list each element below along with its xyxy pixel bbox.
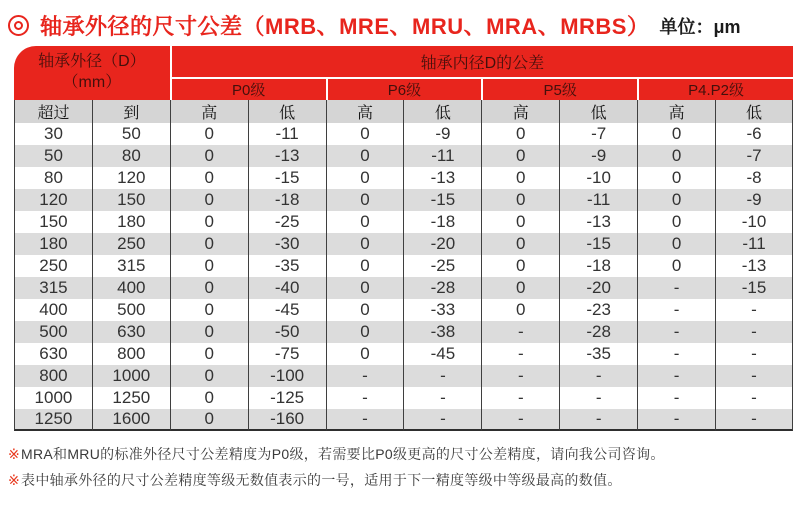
table-cell: - [637,299,715,321]
table-cell: 0 [170,233,248,255]
table-cell: -35 [248,255,326,277]
table-cell: 1250 [14,409,92,431]
footnote-text: MRA和MRU的标准外径尺寸公差精度为P0级，若需要比P0级更高的尺寸公差精度，请向我公司咨询。 [21,446,665,462]
table-cell: - [715,299,793,321]
table-cell: -25 [248,211,326,233]
table-cell: 80 [14,167,92,189]
table-cell: -15 [248,167,326,189]
table-cell: -15 [403,189,481,211]
table-cell: -6 [715,123,793,145]
table-cell: -38 [403,321,481,343]
table-cell: - [326,387,404,409]
unit-label: 单位：μm [659,16,741,37]
table-cell: 0 [326,255,404,277]
table-cell: -40 [248,277,326,299]
subheader-high: 高 [481,100,559,123]
grade-header-p6: P6级 [326,77,482,100]
table-cell: 180 [14,233,92,255]
table-cell: -7 [559,123,637,145]
table-cell: 0 [481,277,559,299]
footnote-text: 表中轴承外径的尺寸公差精度等级无数值表示的一号，适用于下一精度等级中等级最高的数值。 [21,472,622,488]
table-cell: 0 [481,299,559,321]
table-cell: -13 [715,255,793,277]
table-cell: 315 [14,277,92,299]
subheader-high: 高 [326,100,404,123]
table-cell: 400 [92,277,170,299]
table-row [14,255,793,277]
table-cell: -11 [715,233,793,255]
table-cell: - [637,343,715,365]
table-cell: -8 [715,167,793,189]
table-row [14,365,793,387]
table-cell: - [715,409,793,431]
table-row [14,321,793,343]
table-cell: -10 [559,167,637,189]
table-cell: 500 [92,299,170,321]
table-row [14,299,793,321]
tolerance-header: 轴承内径D的公差 [170,46,793,77]
table-cell: 180 [92,211,170,233]
table-cell: - [403,365,481,387]
table-cell: 0 [170,167,248,189]
subheader-high: 高 [170,100,248,123]
table-cell: -45 [403,343,481,365]
table-cell: 250 [14,255,92,277]
table-cell: - [637,409,715,431]
table-body [14,123,793,431]
table-cell: - [637,387,715,409]
table-cell: 0 [481,255,559,277]
table-cell: - [559,365,637,387]
table-row [14,211,793,233]
table-cell: -15 [559,233,637,255]
subheader-to: 到 [92,100,170,123]
table-cell: 400 [14,299,92,321]
table-cell: -50 [248,321,326,343]
table-cell: - [559,409,637,431]
table-header [14,46,793,123]
table-cell: -11 [559,189,637,211]
table-cell: -28 [559,321,637,343]
footnotes [8,441,800,493]
table-cell: -18 [403,211,481,233]
table-cell: 80 [92,145,170,167]
table-cell: - [481,365,559,387]
table-cell: -125 [248,387,326,409]
table-cell: - [481,409,559,431]
table-cell: 630 [92,321,170,343]
table-cell: 0 [326,167,404,189]
table-cell: - [715,343,793,365]
table-cell: 0 [170,321,248,343]
table-row [14,145,793,167]
table-cell: - [637,277,715,299]
grade-header-p0: P0级 [170,77,326,100]
table-cell: - [715,321,793,343]
table-cell: -15 [715,277,793,299]
outer-diameter-header [14,46,170,100]
table-cell: 630 [14,343,92,365]
table-cell: 30 [14,123,92,145]
bullseye-icon [8,15,29,36]
table-cell: 0 [170,387,248,409]
table-cell: - [481,387,559,409]
tolerance-table [14,46,793,431]
table-cell: 0 [170,123,248,145]
table-cell: -28 [403,277,481,299]
table-cell: -25 [403,255,481,277]
table-cell: 1250 [92,387,170,409]
table-cell: - [559,387,637,409]
table-cell: -13 [248,145,326,167]
table-cell: 0 [637,123,715,145]
table-cell: 1000 [92,365,170,387]
table-cell: -23 [559,299,637,321]
table-cell: 120 [92,167,170,189]
table-cell: -35 [559,343,637,365]
table-cell: 0 [481,211,559,233]
table-cell: 500 [14,321,92,343]
table-cell: 250 [92,233,170,255]
table-cell: - [403,409,481,431]
table-cell: 0 [170,365,248,387]
table-row [14,189,793,211]
table-cell: 0 [326,211,404,233]
table-cell: 50 [14,145,92,167]
table-cell: -18 [248,189,326,211]
table-cell: - [637,365,715,387]
table-cell: 0 [170,211,248,233]
table-cell: 0 [481,145,559,167]
table-cell: - [326,365,404,387]
table-cell: -11 [248,123,326,145]
table-cell: -10 [715,211,793,233]
table-cell: 150 [92,189,170,211]
table-cell: -9 [403,123,481,145]
table-cell: -9 [715,189,793,211]
table-cell: 0 [481,167,559,189]
table-cell: - [326,409,404,431]
table-cell: 1000 [14,387,92,409]
footnote-marker-icon: ※ [8,472,21,488]
table-cell: - [403,387,481,409]
footnote-marker-icon: ※ [8,446,21,462]
table-cell: 0 [637,211,715,233]
table-cell: 0 [170,189,248,211]
table-cell: 0 [481,233,559,255]
table-cell: 0 [481,123,559,145]
table-cell: -75 [248,343,326,365]
subheader-low: 低 [715,100,793,123]
table-cell: -11 [403,145,481,167]
table-cell: 0 [326,123,404,145]
table-cell: 800 [14,365,92,387]
table-cell: -160 [248,409,326,431]
header-row-sub [14,100,793,123]
table-cell: 0 [637,189,715,211]
table-cell: -100 [248,365,326,387]
table-cell: 150 [14,211,92,233]
header-row-top [14,46,793,77]
table-cell: -20 [403,233,481,255]
grade-header-p4p2: P4.P2级 [637,77,793,100]
subheader-low: 低 [248,100,326,123]
table-cell: -13 [559,211,637,233]
subheader-high: 高 [637,100,715,123]
table-cell: 0 [481,189,559,211]
table-cell: -9 [559,145,637,167]
table-cell: -33 [403,299,481,321]
bullseye-icon-inner [14,21,23,30]
page-header [0,0,800,40]
table-cell: 0 [170,145,248,167]
table-row [14,387,793,409]
table-cell: -18 [559,255,637,277]
subheader-over: 超过 [14,100,92,123]
outer-diameter-header-line2: （mm） [62,74,122,91]
table-cell: 0 [170,409,248,431]
table-cell: 0 [326,321,404,343]
table-cell: -7 [715,145,793,167]
table-cell: 0 [326,343,404,365]
table-cell: 0 [326,233,404,255]
table-cell: -45 [248,299,326,321]
outer-diameter-header-line1: 轴承外径（D） [38,53,146,71]
footnote-2 [8,467,800,493]
table-cell: 0 [637,167,715,189]
table-cell: - [481,343,559,365]
table-cell: - [481,321,559,343]
table-cell: 0 [170,277,248,299]
table-cell: 315 [92,255,170,277]
page-title: 轴承外径的尺寸公差（MRB、MRE、MRU、MRA、MRBS） [40,14,650,39]
table-cell: 0 [170,255,248,277]
table-row [14,233,793,255]
table-cell: 0 [170,299,248,321]
table-cell: 1600 [92,409,170,431]
table-row [14,167,793,189]
subheader-low: 低 [403,100,481,123]
table-cell: 0 [170,343,248,365]
table-cell: - [715,387,793,409]
table-cell: -30 [248,233,326,255]
table-row [14,277,793,299]
table-row [14,123,793,145]
footnote-1 [8,441,800,467]
table-cell: 0 [326,277,404,299]
table-cell: 0 [637,145,715,167]
table-cell: 50 [92,123,170,145]
table-cell: -20 [559,277,637,299]
subheader-low: 低 [559,100,637,123]
table-cell: 0 [637,233,715,255]
table-cell: 0 [326,145,404,167]
grade-header-p5: P5级 [481,77,637,100]
table-cell: 120 [14,189,92,211]
table-cell: 0 [326,299,404,321]
table-row [14,409,793,431]
table-cell: 0 [637,255,715,277]
table-cell: 0 [326,189,404,211]
table-cell: 800 [92,343,170,365]
table-cell: -13 [403,167,481,189]
table-row [14,343,793,365]
table-cell: - [715,365,793,387]
table-cell: - [637,321,715,343]
